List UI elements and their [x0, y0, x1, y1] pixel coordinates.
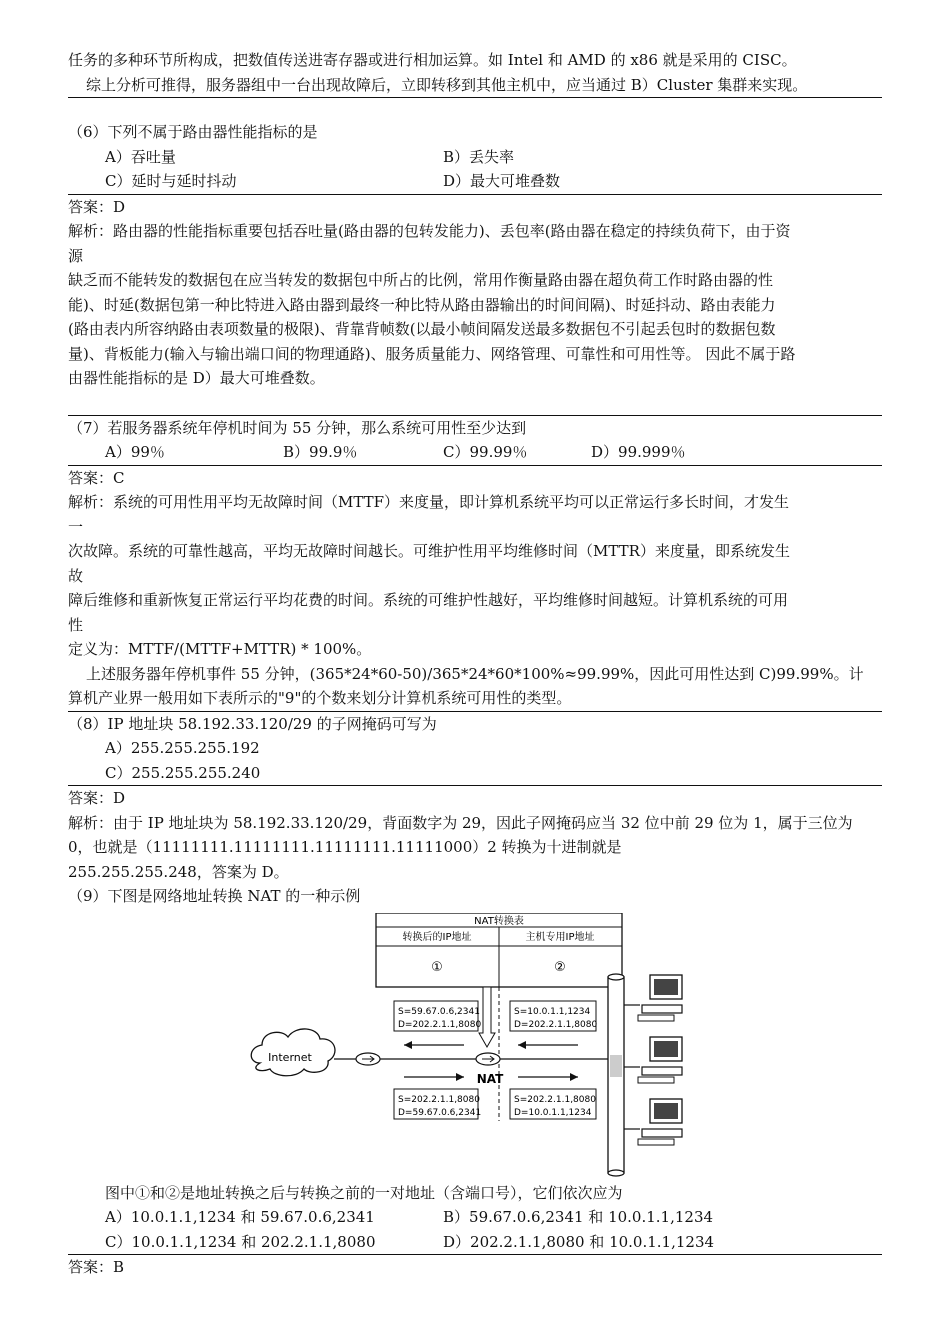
- q6-options-row-2: [68, 169, 882, 194]
- arrow-down-icon: [479, 987, 495, 1047]
- q7-question: （7）若服务器系统年停机时间为 55 分钟，那么系统可用性至少达到: [68, 418, 527, 437]
- q9-answer: 答案：B: [68, 1258, 125, 1276]
- q6-analysis-line: 能)、时延(数据包第一种比特进入路由器到最终一种比特从路由器输出的时间间隔)、时延抖动、路由表能力: [68, 295, 776, 314]
- box-bottom-right: [510, 1089, 596, 1119]
- q7-analysis-line: 障后维修和重新恢复正常运行平均花费的时间。系统的可维护性越好，平均维修时间越短。计算机系统的可用: [68, 591, 789, 609]
- q6-analysis-line: 解析：路由器的性能指标重要包括吞吐量(路由器的包转发能力)、丢包率(路由器在稳定的持续负荷下，由于资: [68, 222, 791, 240]
- nat-diagram: [68, 911, 882, 1181]
- q8-option-a: A）255.255.255.192: [105, 739, 260, 757]
- q8-question: （8）IP 地址块 58.192.33.120/29 的子网掩码可写为: [68, 714, 437, 733]
- arrow-right-icon: [518, 1073, 578, 1081]
- q9-options-row-2: [68, 1230, 882, 1255]
- q7-option-b: B）99.9％: [283, 443, 358, 461]
- box-text: S=202.2.1.1,8080: [398, 1094, 480, 1105]
- q6-option-d: D）最大可堆叠数: [443, 172, 561, 190]
- lan-backbone-icon: [608, 974, 624, 1176]
- q6-option-a: A）吞吐量: [105, 147, 176, 166]
- q6-analysis-line: 源: [68, 246, 84, 265]
- q6-analysis-line: 由器性能指标的是 D）最大可堆叠数。: [68, 369, 325, 387]
- q8-analysis-line: 0，也就是（11111111.11111111.11111111.11111000）2 转换为十进制就是: [68, 838, 622, 856]
- q7-analysis-line: 定义为：MTTF/(MTTF+MTTR) * 100%。: [68, 640, 372, 658]
- router-icon: [356, 1053, 380, 1065]
- q7-options-row: [68, 440, 882, 465]
- intro-line-2: 综上分析可推得，服务器组中一台出现故障后，立即转移到其他主机中，应当通过 B）Cluster 集群来实现。: [86, 75, 808, 94]
- q6-question: （6）下列不属于路由器性能指标的是: [68, 123, 318, 141]
- nat-table-title: NAT转换表: [474, 915, 524, 927]
- box-top-left: [394, 1001, 481, 1031]
- box-top-right: [510, 1001, 597, 1031]
- box-text: D=202.2.1.1,8080: [398, 1019, 482, 1030]
- document-page: [68, 48, 882, 1280]
- q9-option-c: C）10.0.1.1,1234 和 202.2.1.1,8080: [105, 1232, 376, 1251]
- q7-analysis-line: 一: [68, 517, 84, 536]
- q6-option-c: C）延时与延时抖动: [105, 172, 237, 190]
- q7-option-d: D）99.999％: [591, 443, 686, 461]
- box-text: D=10.0.1.1,1234: [514, 1107, 592, 1118]
- arrow-left-icon: [518, 1041, 578, 1049]
- q7-analysis-line: 故: [68, 566, 84, 585]
- arrow-left-icon: [404, 1041, 464, 1049]
- q7-analysis-line: 性: [68, 615, 84, 634]
- q6-analysis-line: (路由表内所容纳路由表项数量的极限)、背靠背帧数(以最小帧间隔发送最多数据包不引起丢包时的数据包数: [68, 320, 776, 338]
- q9-option-d: D）202.2.1.1,8080 和 10.0.1.1,1234: [443, 1232, 715, 1251]
- q9-question: （9）下图是网络地址转换 NAT 的一种示例: [68, 887, 361, 905]
- q7-analysis-line: 算机产业界一般用如下表所示的"9"的个数来划分计算机系统可用性的类型。: [68, 689, 572, 707]
- q6-answer: 答案：D: [68, 197, 126, 216]
- q9-sub-question: 图中①和②是地址转换之后与转换之前的一对地址（含端口号），它们依次应为: [105, 1183, 623, 1202]
- q8-answer: 答案：D: [68, 789, 126, 807]
- host-computer-icon: [638, 1099, 682, 1145]
- host-computer-icon: [638, 975, 682, 1021]
- box-bottom-left: [394, 1089, 481, 1119]
- q9-option-b: B）59.67.0.6,2341 和 10.0.1.1,1234: [443, 1208, 714, 1226]
- q7-analysis-line: 次故障。系统的可靠性越高，平均无故障时间越长。可维护性用平均维修时间（MTTR）来度量，即系统发生: [68, 542, 790, 560]
- internet-cloud-icon: [251, 1028, 335, 1075]
- q7-option-a: A）99％: [105, 443, 165, 461]
- q8-option-c: C）255.255.255.240: [105, 763, 261, 782]
- intro-line-1: 任务的多种环节所构成，把数值传送进寄存器或进行相加运算。如 Intel 和 AMD 的 x86 就是采用的 CISC。: [68, 51, 797, 69]
- nat-label: NAT: [476, 1071, 504, 1086]
- nat-table-cell1: ①: [431, 959, 443, 975]
- q7-option-c: C）99.99％: [443, 443, 528, 461]
- q6-options-row-1: [68, 145, 882, 170]
- box-text: S=59.67.0.6,2341: [398, 1006, 480, 1017]
- nat-diagram-svg: [246, 913, 706, 1181]
- box-text: D=202.2.1.1,8080: [514, 1019, 598, 1030]
- q6-analysis-line: 缺乏而不能转发的数据包在应当转发的数据包中所占的比例，常用作衡量路由器在超负荷工作时路由器的性: [68, 271, 774, 289]
- arrow-right-icon: [404, 1073, 464, 1081]
- q7-analysis-line: 解析：系统的可用性用平均无故障时间（MTTF）来度量，即计算机系统平均可以正常运行多长时间，才发生: [68, 493, 790, 511]
- host-computer-icon: [638, 1037, 682, 1083]
- q6-analysis-line: 量)、背板能力(输入与输出端口间的物理通路)、服务质量能力、网络管理、可靠性和可用性等。 因此不属于路: [68, 344, 796, 363]
- nat-table-cell2: ②: [554, 959, 566, 975]
- nat-table-col2: 主机专用IP地址: [525, 931, 595, 943]
- nat-table-col1: 转换后的IP地址: [402, 931, 472, 943]
- box-text: S=10.0.1.1,1234: [514, 1006, 591, 1017]
- q6-option-b: B）丢失率: [443, 147, 515, 166]
- nat-router-icon: [476, 1053, 500, 1065]
- q9-option-a: A）10.0.1.1,1234 和 59.67.0.6,2341: [105, 1208, 375, 1226]
- q7-answer: 答案：C: [68, 468, 125, 487]
- internet-label: Internet: [268, 1050, 312, 1064]
- q7-analysis-line: 上述服务器年停机事件 55 分钟，(365*24*60-50)/365*24*60*100%≈99.99%，因此可用性达到 C)99.99%。计: [86, 664, 864, 683]
- box-text: S=202.2.1.1,8080: [514, 1094, 596, 1105]
- q8-analysis-line: 解析：由于 IP 地址块为 58.192.33.120/29，背面数字为 29，因此子网掩码应当 32 位中前 29 位为 1，属于三位为: [68, 813, 853, 832]
- box-text: D=59.67.0.6,2341: [398, 1107, 482, 1118]
- q9-options-row-1: [68, 1205, 882, 1230]
- q8-analysis-line: 255.255.255.248，答案为 D。: [68, 862, 289, 881]
- nat-table: [376, 913, 622, 987]
